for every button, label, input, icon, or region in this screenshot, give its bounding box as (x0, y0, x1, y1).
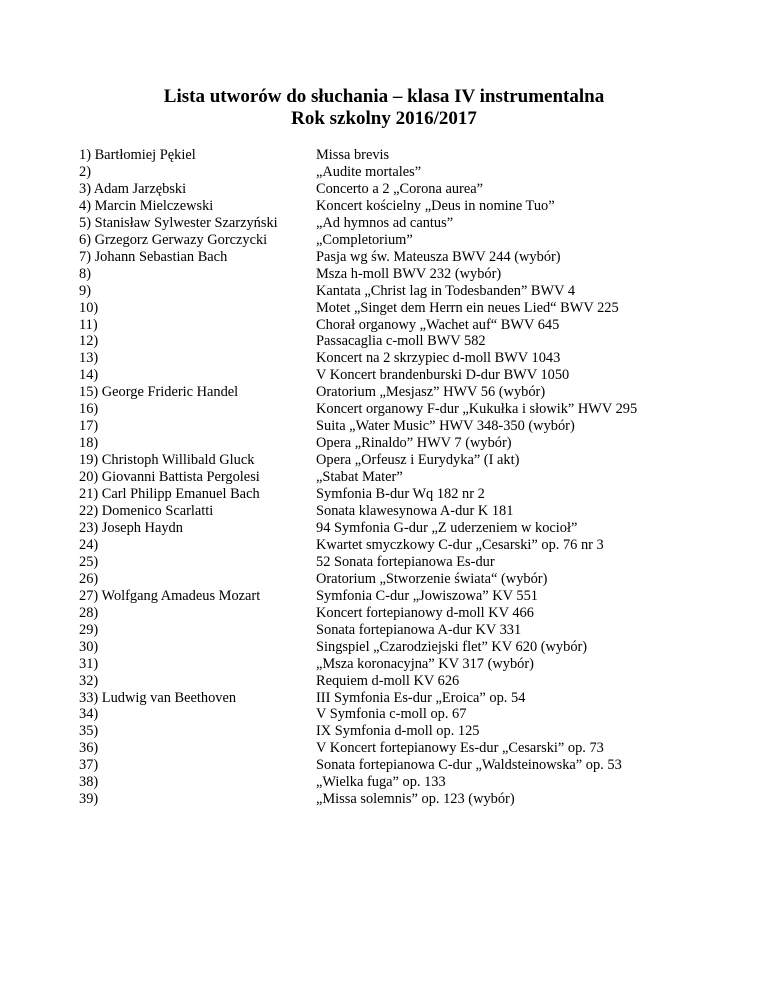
list-item (79, 503, 719, 520)
composer-label: 30) (79, 638, 99, 655)
list-item (79, 452, 719, 469)
work-title: Oratorium „Stworzenie świata“ (wybór) (316, 570, 548, 587)
list-item (79, 198, 719, 215)
list-item (79, 656, 719, 673)
work-title: Sonata fortepianowa A-dur KV 331 (316, 621, 522, 638)
composer-label: 18) (79, 435, 99, 452)
work-title: Pasja wg św. Mateusza BWV 244 (wybór) (316, 248, 561, 265)
list-item (79, 673, 719, 690)
composer-label: 38) (79, 774, 99, 791)
work-title: „Audite mortales” (316, 163, 422, 180)
composer-label: 26) (79, 570, 99, 587)
list-item (79, 740, 719, 757)
work-title: Koncert kościelny „Deus in nomine Tuo” (316, 197, 555, 214)
list-item (79, 283, 719, 300)
work-title: Oratorium „Mesjasz” HWV 56 (wybór) (316, 384, 546, 401)
composer-label: 21) Carl Philipp Emanuel Bach (79, 486, 260, 503)
composer-label: 7) Johann Sebastian Bach (79, 248, 228, 265)
composer-label: 36) (79, 740, 99, 757)
list-item (79, 757, 719, 774)
composer-label: 37) (79, 757, 99, 774)
composer-label: 34) (79, 706, 99, 723)
composer-label: 12) (79, 333, 99, 350)
list-item (79, 317, 719, 334)
composer-label: 11) (79, 316, 98, 333)
list-item (79, 520, 719, 537)
composer-label: 3) Adam Jarzębski (79, 180, 187, 197)
work-title: V Symfonia c-moll op. 67 (316, 706, 467, 723)
composer-label: 25) (79, 553, 99, 570)
composer-label: 16) (79, 401, 99, 418)
composer-label: 19) Christoph Willibald Gluck (79, 452, 255, 469)
list-item (79, 300, 719, 317)
work-title: Sonata klawesynowa A-dur K 181 (316, 503, 514, 520)
list-item (79, 791, 719, 808)
composer-label: 4) Marcin Mielczewski (79, 197, 214, 214)
composer-label: 6) Grzegorz Gerwazy Gorczycki (79, 231, 268, 248)
work-title: „Msza koronacyjna” KV 317 (wybór) (316, 655, 534, 672)
work-title: 94 Symfonia G-dur „Z uderzeniem w kocioł” (316, 519, 578, 536)
list-item (79, 723, 719, 740)
work-title: III Symfonia Es-dur „Eroica” op. 54 (316, 689, 526, 706)
work-title: „Wielka fuga” op. 133 (316, 774, 446, 791)
work-title: Opera „Orfeusz i Eurydyka” (I akt) (316, 452, 520, 469)
list-item (79, 147, 719, 164)
work-title: Passacaglia c-moll BWV 582 (316, 333, 486, 350)
list-item (79, 774, 719, 791)
list-item (79, 706, 719, 723)
composer-label: 24) (79, 536, 99, 553)
work-title: Koncert fortepianowy d-moll KV 466 (316, 604, 534, 621)
work-title: „Ad hymnos ad cantus” (316, 214, 454, 231)
composer-label: 35) (79, 723, 99, 740)
composer-label: 1) Bartłomiej Pękiel (79, 147, 196, 163)
composer-label: 17) (79, 418, 99, 435)
list-item (79, 622, 719, 639)
work-title: „Completorium” (316, 231, 413, 248)
work-title: 52 Sonata fortepianowa Es-dur (316, 553, 495, 570)
work-title: Koncert na 2 skrzypiec d-moll BWV 1043 (316, 350, 561, 367)
list-item (79, 571, 719, 588)
composer-label: 2) (79, 163, 91, 180)
composer-label: 39) (79, 791, 99, 808)
composer-label: 31) (79, 655, 99, 672)
list-item (79, 639, 719, 656)
list-item (79, 605, 719, 622)
composer-label: 8) (79, 265, 91, 282)
work-title: Singspiel „Czarodziejski flet” KV 620 (wybór) (316, 638, 588, 655)
composer-label: 14) (79, 367, 99, 384)
work-title: Concerto a 2 „Corona aurea” (316, 180, 484, 197)
composer-label: 22) Domenico Scarlatti (79, 503, 214, 520)
composer-label: 28) (79, 604, 99, 621)
work-title: „Stabat Mater” (316, 469, 403, 486)
list-item (79, 164, 719, 181)
list-item (79, 690, 719, 707)
work-title: V Koncert brandenburski D-dur BWV 1050 (316, 367, 570, 384)
list-item (79, 266, 719, 283)
list-item (79, 588, 719, 605)
work-title: Requiem d-moll KV 626 (316, 672, 460, 689)
list-item (79, 435, 719, 452)
work-title: Motet „Singet dem Herrn ein neues Lied“ BWV 225 (316, 299, 619, 316)
work-title: Symfonia B-dur Wq 182 nr 2 (316, 486, 485, 503)
list-item (79, 367, 719, 384)
list-item (79, 401, 719, 418)
work-title: Kantata „Christ lag in Todesbanden” BWV 4 (316, 282, 576, 299)
composer-label: 33) Ludwig van Beethoven (79, 689, 237, 706)
composer-label: 10) (79, 299, 99, 316)
list-item (79, 249, 719, 266)
work-title: Sonata fortepianowa C-dur „Waldsteinowska” op. 53 (316, 757, 622, 774)
list-item (79, 384, 719, 401)
page-title: Lista utworów do słuchania – klasa IV instrumentalna (163, 86, 605, 107)
composer-label: 23) Joseph Haydn (79, 519, 183, 536)
work-title: Opera „Rinaldo” HWV 7 (wybór) (316, 435, 512, 452)
composer-label: 27) Wolfgang Amadeus Mozart (79, 587, 261, 604)
composer-label: 29) (79, 621, 99, 638)
work-title: Suita „Water Music” HWV 348-350 (wybór) (316, 418, 575, 435)
composer-label: 9) (79, 282, 91, 299)
page-subtitle: Rok szkolny 2016/2017 (291, 108, 477, 129)
work-title: Missa brevis (316, 147, 390, 163)
list-item (79, 554, 719, 571)
works-list (79, 147, 719, 808)
composer-label: 5) Stanisław Sylwester Szarzyński (79, 214, 278, 231)
list-item (79, 333, 719, 350)
list-item (79, 181, 719, 198)
composer-label: 32) (79, 672, 99, 689)
list-item (79, 350, 719, 367)
work-title: „Missa solemnis” op. 123 (wybór) (316, 791, 515, 808)
list-item (79, 232, 719, 249)
list-item (79, 215, 719, 232)
work-title: V Koncert fortepianowy Es-dur „Cesarski” op. 73 (316, 740, 604, 757)
work-title: IX Symfonia d-moll op. 125 (316, 723, 480, 740)
list-item (79, 537, 719, 554)
list-item (79, 418, 719, 435)
composer-label: 15) George Frideric Handel (79, 384, 239, 401)
work-title: Chorał organowy „Wachet auf“ BWV 645 (316, 316, 560, 333)
work-title: Symfonia C-dur „Jowiszowa” KV 551 (316, 587, 538, 604)
composer-label: 20) Giovanni Battista Pergolesi (79, 469, 260, 486)
list-item (79, 469, 719, 486)
work-title: Koncert organowy F-dur „Kukułka i słowik” HWV 295 (316, 401, 638, 418)
work-title: Msza h-moll BWV 232 (wybór) (316, 265, 502, 282)
composer-label: 13) (79, 350, 99, 367)
work-title: Kwartet smyczkowy C-dur „Cesarski” op. 76 nr 3 (316, 536, 604, 553)
list-item (79, 486, 719, 503)
